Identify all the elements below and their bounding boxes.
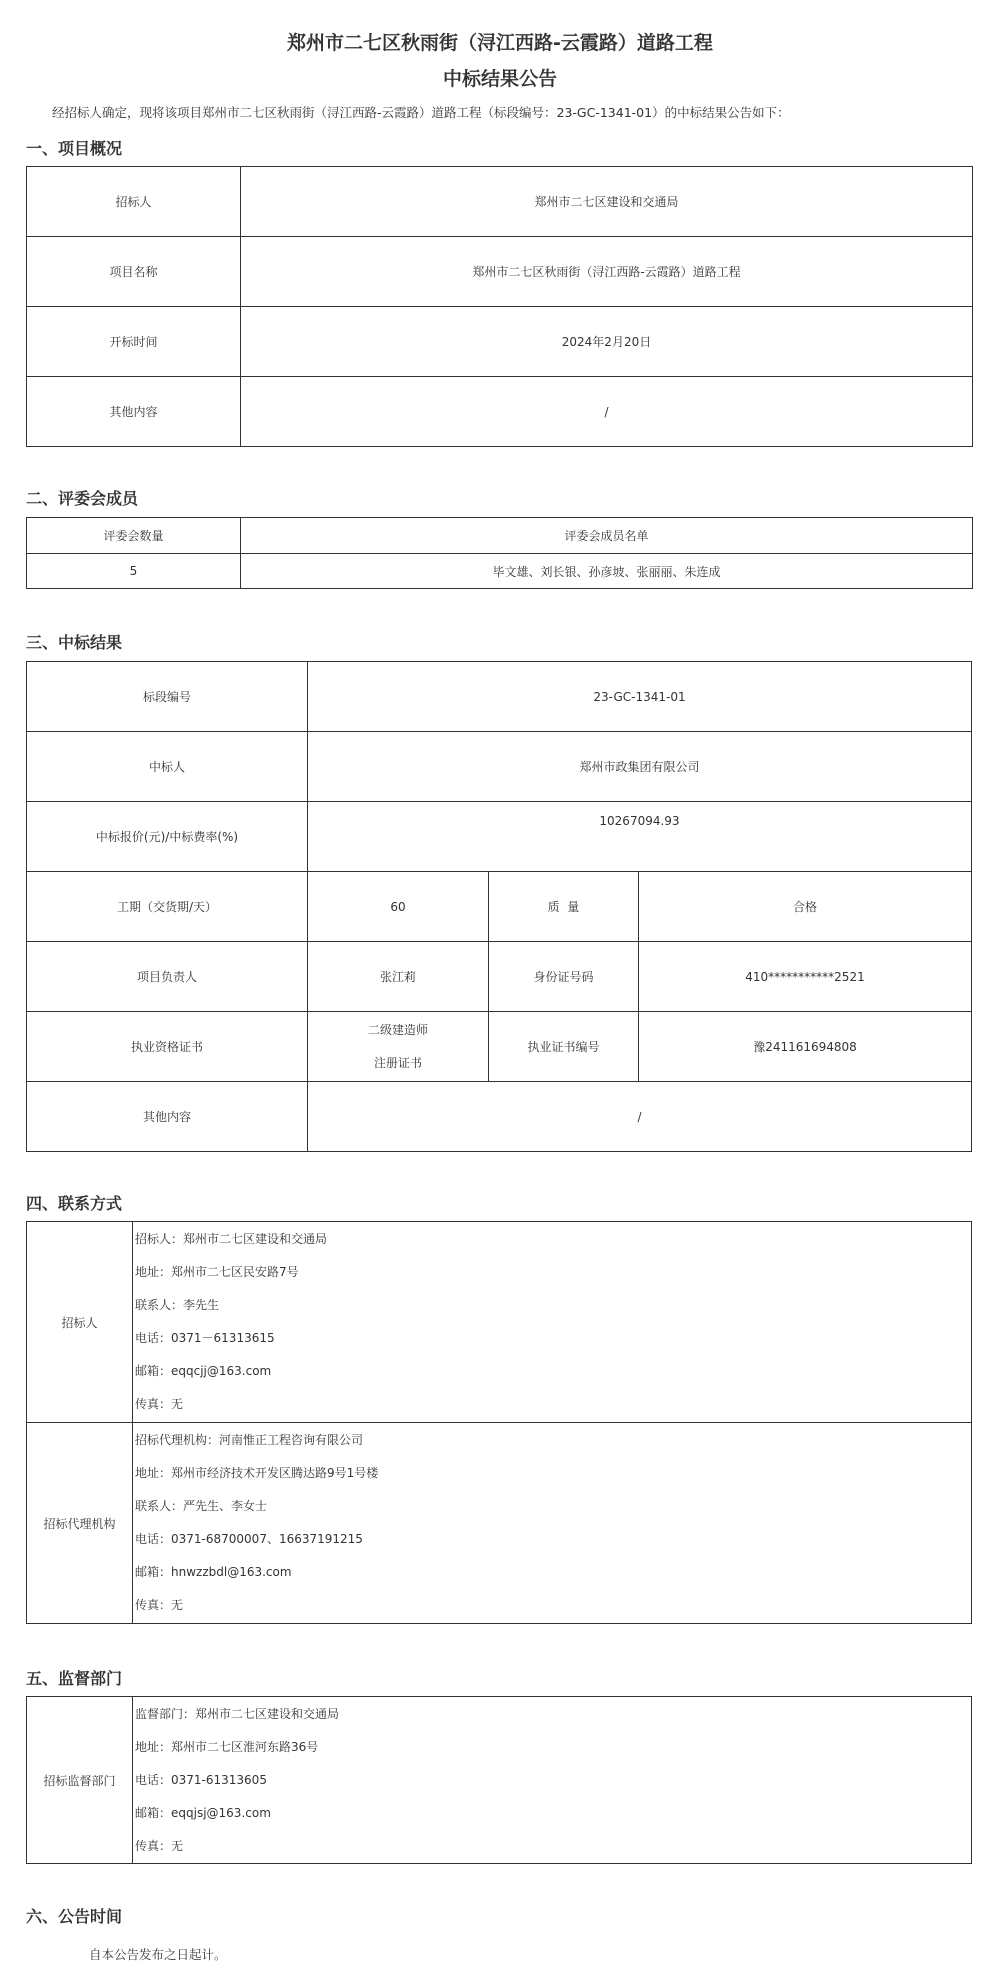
committee-count-header: 评委会数量 [27, 518, 241, 554]
bid-price-label: 中标报价(元)/中标费率(%) [27, 802, 308, 872]
tenderer-value: 郑州市二七区建设和交通局 [241, 167, 973, 237]
detail-line: 传真：无 [135, 1838, 184, 1853]
committee-members-header: 评委会成员名单 [241, 518, 973, 554]
table-row [27, 802, 972, 872]
section-heading-notice-time: 六、公告时间 [26, 1907, 123, 1926]
committee-members: 毕文雄、刘长银、孙彦坡、张丽丽、朱连成 [241, 554, 973, 589]
section-heading-contact: 四、联系方式 [26, 1194, 123, 1213]
detail-line: 电话：0371－61313615 [135, 1331, 275, 1345]
table-row [27, 732, 972, 802]
result-other-label: 其他内容 [27, 1082, 308, 1152]
quality-label: 质 量 [489, 872, 639, 942]
detail-line: 电话：0371-68700007、16637191215 [135, 1532, 363, 1546]
duration-value: 60 [308, 872, 489, 942]
table-row [27, 1082, 972, 1152]
table-row [27, 237, 973, 307]
contact-table [26, 1221, 972, 1624]
table-row [27, 872, 972, 942]
detail-line: 地址：郑州市二七区淮河东路36号 [135, 1739, 319, 1754]
opening-time-label: 开标时间 [27, 307, 241, 377]
id-number-value: 410***********2521 [639, 942, 972, 1012]
notice-subtitle: 中标结果公告 [442, 68, 557, 90]
qualification-line-2: 注册证书 [373, 1055, 422, 1070]
winner-value: 郑州市政集团有限公司 [308, 732, 972, 802]
project-manager-label: 项目负责人 [27, 942, 308, 1012]
table-row [27, 518, 973, 554]
certificate-number-value: 豫241161694808 [639, 1012, 972, 1082]
detail-line: 招标代理机构：河南惟正工程咨询有限公司 [135, 1433, 364, 1447]
table-row [27, 942, 972, 1012]
result-other-value: / [308, 1082, 972, 1152]
table-row [27, 377, 973, 447]
notice-title: 郑州市二七区秋雨街（浔江西路-云霞路）道路工程 [287, 32, 713, 54]
table-row [27, 662, 972, 732]
detail-line: 地址：郑州市经济技术开发区腾达路9号1号楼 [135, 1466, 379, 1480]
committee-table [26, 517, 973, 589]
supervision-label: 招标监督部门 [27, 1697, 133, 1864]
id-number-label: 身份证号码 [489, 942, 639, 1012]
contact-agency-details [133, 1423, 972, 1624]
detail-line: 传真：无 [135, 1397, 184, 1411]
supervision-table [26, 1696, 972, 1864]
other-value: / [241, 377, 973, 447]
detail-line: 电话：0371-61313605 [135, 1772, 267, 1787]
detail-line: 监督部门：郑州市二七区建设和交通局 [135, 1706, 340, 1721]
tenderer-label: 招标人 [27, 167, 241, 237]
project-name-label: 项目名称 [27, 237, 241, 307]
detail-line: 联系人：严先生、李女士 [135, 1499, 268, 1513]
section-heading-result: 三、中标结果 [26, 633, 123, 652]
qualification-line-1: 二级建造师 [367, 1022, 428, 1037]
result-table [26, 661, 972, 1152]
project-name-value: 郑州市二七区秋雨街（浔江西路-云霞路）道路工程 [241, 237, 973, 307]
contact-tenderer-details [133, 1222, 972, 1423]
table-row [27, 1697, 972, 1864]
table-row [27, 1222, 972, 1423]
contact-agency-label: 招标代理机构 [27, 1423, 133, 1624]
table-row [27, 307, 973, 377]
bid-price-value: 10267094.93 [308, 802, 972, 872]
qualification-label: 执业资格证书 [27, 1012, 308, 1082]
overview-table [26, 166, 973, 447]
supervision-details [133, 1697, 972, 1864]
opening-time-value: 2024年2月20日 [241, 307, 973, 377]
intro-paragraph: 经招标人确定，现将该项目郑州市二七区秋雨街（浔江西路-云霞路）道路工程（标段编号：23-GC-1341-01）的中标结果公告如下： [52, 105, 790, 120]
detail-line: 传真：无 [135, 1598, 184, 1612]
contact-tenderer-label: 招标人 [27, 1222, 133, 1423]
detail-line: 招标人：郑州市二七区建设和交通局 [135, 1232, 328, 1246]
other-label: 其他内容 [27, 377, 241, 447]
section-heading-overview: 一、项目概况 [26, 139, 123, 158]
detail-line: 联系人：李先生 [135, 1298, 220, 1312]
committee-count: 5 [27, 554, 241, 589]
notice-time-text: 自本公告发布之日起计。 [89, 1947, 227, 1962]
detail-line: 邮箱：hnwzzbdl@163.com [135, 1565, 292, 1579]
winner-label: 中标人 [27, 732, 308, 802]
table-row [27, 1012, 972, 1082]
detail-line: 邮箱：eqqcjj@163.com [135, 1364, 272, 1378]
table-row [27, 1423, 972, 1624]
certificate-number-label: 执业证书编号 [489, 1012, 639, 1082]
detail-line: 邮箱：eqqjsj@163.com [135, 1805, 271, 1820]
quality-value: 合格 [639, 872, 972, 942]
project-manager-value: 张江莉 [308, 942, 489, 1012]
table-row [27, 554, 973, 589]
section-heading-committee: 二、评委会成员 [26, 489, 139, 508]
qualification-value [308, 1012, 489, 1082]
detail-line: 地址：郑州市二七区民安路7号 [135, 1265, 299, 1279]
lot-number-label: 标段编号 [27, 662, 308, 732]
lot-number-value: 23-GC-1341-01 [308, 662, 972, 732]
section-heading-supervision: 五、监督部门 [26, 1669, 123, 1688]
table-row [27, 167, 973, 237]
duration-label: 工期（交货期/天） [27, 872, 308, 942]
